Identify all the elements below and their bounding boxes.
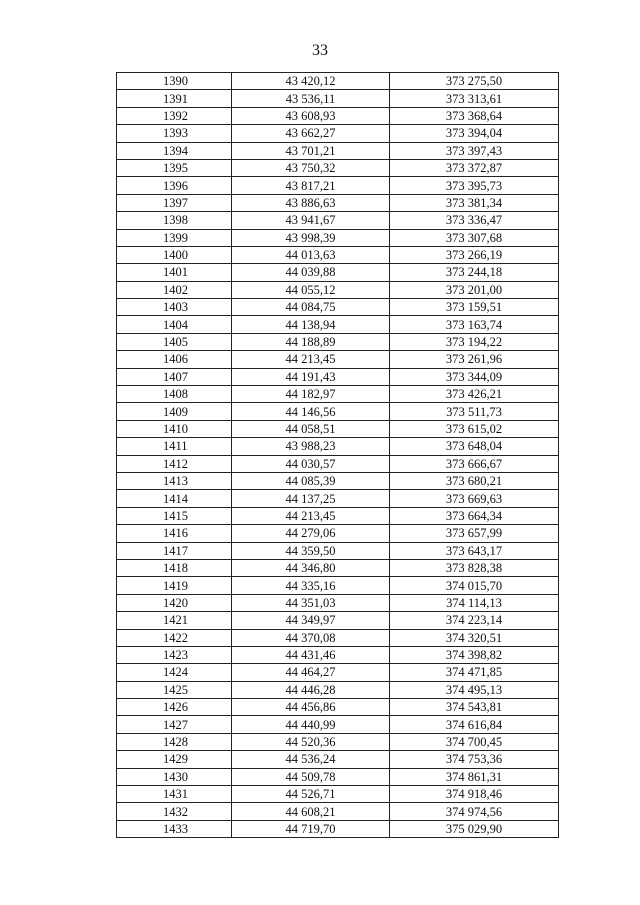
point-number-cell: 1405 — [117, 333, 232, 350]
point-number-cell: 1424 — [117, 664, 232, 681]
point-number-cell: 1421 — [117, 612, 232, 629]
y-coordinate-cell: 374 471,85 — [390, 664, 559, 681]
y-coordinate-cell: 373 669,63 — [390, 490, 559, 507]
table-row — [117, 420, 559, 437]
y-coordinate-cell: 374 223,14 — [390, 612, 559, 629]
point-number-cell: 1419 — [117, 577, 232, 594]
point-number-cell: 1417 — [117, 542, 232, 559]
point-number-cell: 1420 — [117, 594, 232, 611]
y-coordinate-cell: 374 015,70 — [390, 577, 559, 594]
x-coordinate-cell: 44 464,27 — [232, 664, 390, 681]
y-coordinate-cell: 374 700,45 — [390, 733, 559, 750]
point-number-cell: 1429 — [117, 751, 232, 768]
table-row — [117, 472, 559, 489]
page-number: 33 — [312, 42, 328, 59]
table-row — [117, 177, 559, 194]
point-number-cell: 1423 — [117, 646, 232, 663]
point-number-cell: 1409 — [117, 403, 232, 420]
x-coordinate-cell: 43 420,12 — [232, 73, 390, 90]
table-row — [117, 490, 559, 507]
point-number-cell: 1425 — [117, 681, 232, 698]
y-coordinate-cell: 373 313,61 — [390, 90, 559, 107]
y-coordinate-cell: 373 159,51 — [390, 299, 559, 316]
table-row — [117, 768, 559, 785]
point-number-cell: 1408 — [117, 386, 232, 403]
point-number-cell: 1403 — [117, 299, 232, 316]
point-number-cell: 1426 — [117, 699, 232, 716]
x-coordinate-cell: 44 431,46 — [232, 646, 390, 663]
point-number-cell: 1392 — [117, 107, 232, 124]
point-number-cell: 1428 — [117, 733, 232, 750]
table-row — [117, 577, 559, 594]
table-row — [117, 403, 559, 420]
point-number-cell: 1404 — [117, 316, 232, 333]
y-coordinate-cell: 373 244,18 — [390, 264, 559, 281]
point-number-cell: 1400 — [117, 246, 232, 263]
table-row — [117, 73, 559, 90]
point-number-cell: 1398 — [117, 212, 232, 229]
x-coordinate-cell: 44 137,25 — [232, 490, 390, 507]
y-coordinate-cell: 373 201,00 — [390, 281, 559, 298]
table-row — [117, 612, 559, 629]
table-row — [117, 194, 559, 211]
x-coordinate-cell: 44 039,88 — [232, 264, 390, 281]
point-number-cell: 1402 — [117, 281, 232, 298]
x-coordinate-cell: 44 084,75 — [232, 299, 390, 316]
y-coordinate-cell: 373 275,50 — [390, 73, 559, 90]
y-coordinate-cell: 373 643,17 — [390, 542, 559, 559]
point-number-cell: 1433 — [117, 820, 232, 837]
x-coordinate-cell: 44 213,45 — [232, 351, 390, 368]
y-coordinate-cell: 374 616,84 — [390, 716, 559, 733]
table-row — [117, 351, 559, 368]
x-coordinate-cell: 43 998,39 — [232, 229, 390, 246]
y-coordinate-cell: 373 680,21 — [390, 472, 559, 489]
x-coordinate-cell: 44 509,78 — [232, 768, 390, 785]
table-row — [117, 264, 559, 281]
y-coordinate-cell: 373 394,04 — [390, 125, 559, 142]
x-coordinate-cell: 44 191,43 — [232, 368, 390, 385]
y-coordinate-cell: 373 426,21 — [390, 386, 559, 403]
point-number-cell: 1394 — [117, 142, 232, 159]
table-row — [117, 142, 559, 159]
table-row — [117, 455, 559, 472]
y-coordinate-cell: 373 615,02 — [390, 420, 559, 437]
x-coordinate-cell: 44 446,28 — [232, 681, 390, 698]
y-coordinate-cell: 373 163,74 — [390, 316, 559, 333]
x-coordinate-cell: 44 536,24 — [232, 751, 390, 768]
table-row — [117, 542, 559, 559]
x-coordinate-cell: 43 701,21 — [232, 142, 390, 159]
table-row — [117, 212, 559, 229]
y-coordinate-cell: 374 861,31 — [390, 768, 559, 785]
point-number-cell: 1414 — [117, 490, 232, 507]
y-coordinate-cell: 374 320,51 — [390, 629, 559, 646]
point-number-cell: 1395 — [117, 159, 232, 176]
point-number-cell: 1431 — [117, 786, 232, 803]
y-coordinate-cell: 373 261,96 — [390, 351, 559, 368]
table-row — [117, 125, 559, 142]
table-row — [117, 716, 559, 733]
table-row — [117, 159, 559, 176]
y-coordinate-cell: 373 395,73 — [390, 177, 559, 194]
point-number-cell: 1401 — [117, 264, 232, 281]
y-coordinate-cell: 373 307,68 — [390, 229, 559, 246]
y-coordinate-cell: 373 336,47 — [390, 212, 559, 229]
y-coordinate-cell: 373 666,67 — [390, 455, 559, 472]
table-row — [117, 733, 559, 750]
point-number-cell: 1396 — [117, 177, 232, 194]
point-number-cell: 1432 — [117, 803, 232, 820]
y-coordinate-cell: 374 495,13 — [390, 681, 559, 698]
x-coordinate-cell: 43 750,32 — [232, 159, 390, 176]
table-row — [117, 333, 559, 350]
y-coordinate-cell: 373 648,04 — [390, 438, 559, 455]
x-coordinate-cell: 43 662,27 — [232, 125, 390, 142]
table-row — [117, 107, 559, 124]
x-coordinate-cell: 43 988,23 — [232, 438, 390, 455]
table-row — [117, 246, 559, 263]
y-coordinate-cell: 373 511,73 — [390, 403, 559, 420]
x-coordinate-cell: 44 608,21 — [232, 803, 390, 820]
point-number-cell: 1407 — [117, 368, 232, 385]
point-number-cell: 1415 — [117, 507, 232, 524]
y-coordinate-cell: 373 664,34 — [390, 507, 559, 524]
y-coordinate-cell: 375 029,90 — [390, 820, 559, 837]
x-coordinate-cell: 44 456,86 — [232, 699, 390, 716]
y-coordinate-cell: 374 398,82 — [390, 646, 559, 663]
x-coordinate-cell: 44 351,03 — [232, 594, 390, 611]
table-row — [117, 525, 559, 542]
point-number-cell: 1410 — [117, 420, 232, 437]
table-row — [117, 699, 559, 716]
x-coordinate-cell: 44 055,12 — [232, 281, 390, 298]
x-coordinate-cell: 43 608,93 — [232, 107, 390, 124]
x-coordinate-cell: 44 138,94 — [232, 316, 390, 333]
table-row — [117, 438, 559, 455]
x-coordinate-cell: 44 520,36 — [232, 733, 390, 750]
x-coordinate-cell: 44 188,89 — [232, 333, 390, 350]
point-number-cell: 1422 — [117, 629, 232, 646]
table-row — [117, 646, 559, 663]
y-coordinate-cell: 373 828,38 — [390, 559, 559, 576]
x-coordinate-cell: 44 359,50 — [232, 542, 390, 559]
point-number-cell: 1418 — [117, 559, 232, 576]
x-coordinate-cell: 43 886,63 — [232, 194, 390, 211]
table-row — [117, 681, 559, 698]
point-number-cell: 1391 — [117, 90, 232, 107]
y-coordinate-cell: 374 974,56 — [390, 803, 559, 820]
table-row — [117, 90, 559, 107]
x-coordinate-cell: 44 146,56 — [232, 403, 390, 420]
table-row — [117, 629, 559, 646]
y-coordinate-cell: 373 372,87 — [390, 159, 559, 176]
table-row — [117, 751, 559, 768]
x-coordinate-cell: 44 335,16 — [232, 577, 390, 594]
point-number-cell: 1413 — [117, 472, 232, 489]
y-coordinate-cell: 373 266,19 — [390, 246, 559, 263]
point-number-cell: 1430 — [117, 768, 232, 785]
x-coordinate-cell: 44 013,63 — [232, 246, 390, 263]
y-coordinate-cell: 374 918,46 — [390, 786, 559, 803]
table-row — [117, 229, 559, 246]
table-row — [117, 664, 559, 681]
x-coordinate-cell: 44 346,80 — [232, 559, 390, 576]
point-number-cell: 1397 — [117, 194, 232, 211]
point-number-cell: 1390 — [117, 73, 232, 90]
table-row — [117, 281, 559, 298]
point-number-cell: 1393 — [117, 125, 232, 142]
table-row — [117, 368, 559, 385]
point-number-cell: 1412 — [117, 455, 232, 472]
x-coordinate-cell: 44 182,97 — [232, 386, 390, 403]
table-row — [117, 299, 559, 316]
x-coordinate-cell: 43 536,11 — [232, 90, 390, 107]
point-number-cell: 1416 — [117, 525, 232, 542]
y-coordinate-cell: 374 543,81 — [390, 699, 559, 716]
y-coordinate-cell: 374 114,13 — [390, 594, 559, 611]
y-coordinate-cell: 373 397,43 — [390, 142, 559, 159]
x-coordinate-cell: 44 030,57 — [232, 455, 390, 472]
y-coordinate-cell: 373 368,64 — [390, 107, 559, 124]
x-coordinate-cell: 44 719,70 — [232, 820, 390, 837]
coordinates-table-body — [117, 73, 559, 838]
table-row — [117, 316, 559, 333]
x-coordinate-cell: 44 526,71 — [232, 786, 390, 803]
y-coordinate-cell: 373 657,99 — [390, 525, 559, 542]
x-coordinate-cell: 44 279,06 — [232, 525, 390, 542]
y-coordinate-cell: 373 381,34 — [390, 194, 559, 211]
table-row — [117, 786, 559, 803]
table-row — [117, 507, 559, 524]
x-coordinate-cell: 44 085,39 — [232, 472, 390, 489]
table-row — [117, 559, 559, 576]
x-coordinate-cell: 44 440,99 — [232, 716, 390, 733]
y-coordinate-cell: 374 753,36 — [390, 751, 559, 768]
table-row — [117, 803, 559, 820]
point-number-cell: 1427 — [117, 716, 232, 733]
point-number-cell: 1399 — [117, 229, 232, 246]
point-number-cell: 1411 — [117, 438, 232, 455]
x-coordinate-cell: 44 213,45 — [232, 507, 390, 524]
x-coordinate-cell: 43 817,21 — [232, 177, 390, 194]
x-coordinate-cell: 43 941,67 — [232, 212, 390, 229]
x-coordinate-cell: 44 370,08 — [232, 629, 390, 646]
coordinates-table — [116, 72, 559, 838]
table-row — [117, 386, 559, 403]
table-row — [117, 820, 559, 837]
x-coordinate-cell: 44 349,97 — [232, 612, 390, 629]
table-row — [117, 594, 559, 611]
y-coordinate-cell: 373 194,22 — [390, 333, 559, 350]
y-coordinate-cell: 373 344,09 — [390, 368, 559, 385]
point-number-cell: 1406 — [117, 351, 232, 368]
x-coordinate-cell: 44 058,51 — [232, 420, 390, 437]
